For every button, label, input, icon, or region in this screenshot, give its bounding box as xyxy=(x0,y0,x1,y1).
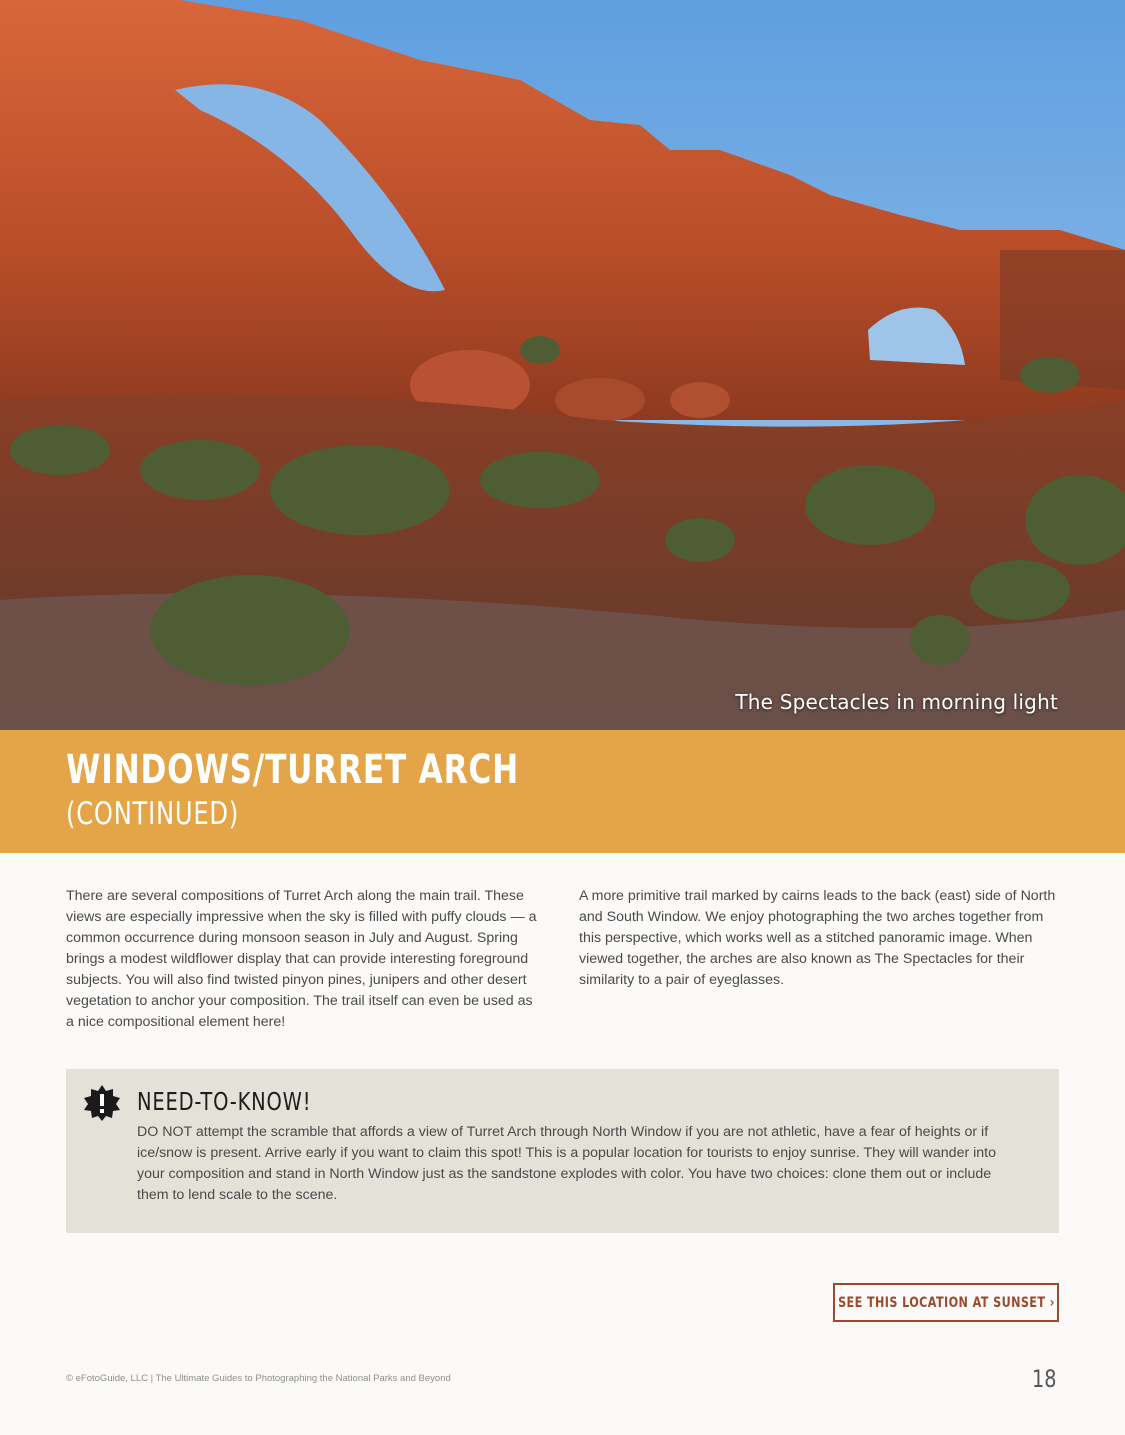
see-sunset-button-label: SEE THIS LOCATION AT SUNSET › xyxy=(837,1294,1055,1311)
footer-credit: © eFotoGuide, LLC | The Ultimate Guides to Photographing the National Parks and Beyond xyxy=(66,1373,451,1384)
body-paragraph-right: A more primitive trail marked by cairns leads to the back (east) side of North and South Window. We enjoy photographing the two arches together from this perspective, which works well as a stitched panoramic image. When viewed together, the arches are also known as The Spectacles for their similarity to a pair of eyeglasses. xyxy=(579,888,1056,988)
body-paragraph-left: There are several compositions of Turret Arch along the main trail. These views are especially impressive when the sky is filled with puffy clouds — a common occurrence during monsoon season in July and August. Spring brings a modest wildflower display that can provide interesting foreground subjects. You will also find twisted pinyon pines, junipers and other desert vegetation to anchor your composition. The trail itself can even be used as a nice compositional element here! xyxy=(66,888,537,1030)
page-number: 18 xyxy=(1032,1365,1057,1393)
see-sunset-button[interactable] xyxy=(833,1283,1059,1322)
exclamation-badge-icon xyxy=(84,1085,120,1121)
need-to-know-title: NEED-TO-KNOW! xyxy=(137,1087,312,1116)
page-subtitle: (CONTINUED) xyxy=(66,796,240,832)
need-to-know-text: DO NOT attempt the scramble that affords a view of Turret Arch through North Window if you are not athletic, have a fear of heights or if ice/snow is present. Arrive early if you want to claim this spot! This is a popular location for tourists to enjoy sunrise. They will wander into your composition and stand in North Window just as the sandstone explodes with color. You have two choices: clone them out or include them to lend scale to the scene. xyxy=(137,1124,996,1203)
page-title: WINDOWS/TURRET ARCH xyxy=(66,747,519,793)
photo-caption: The Spectacles in morning light xyxy=(735,690,1058,714)
